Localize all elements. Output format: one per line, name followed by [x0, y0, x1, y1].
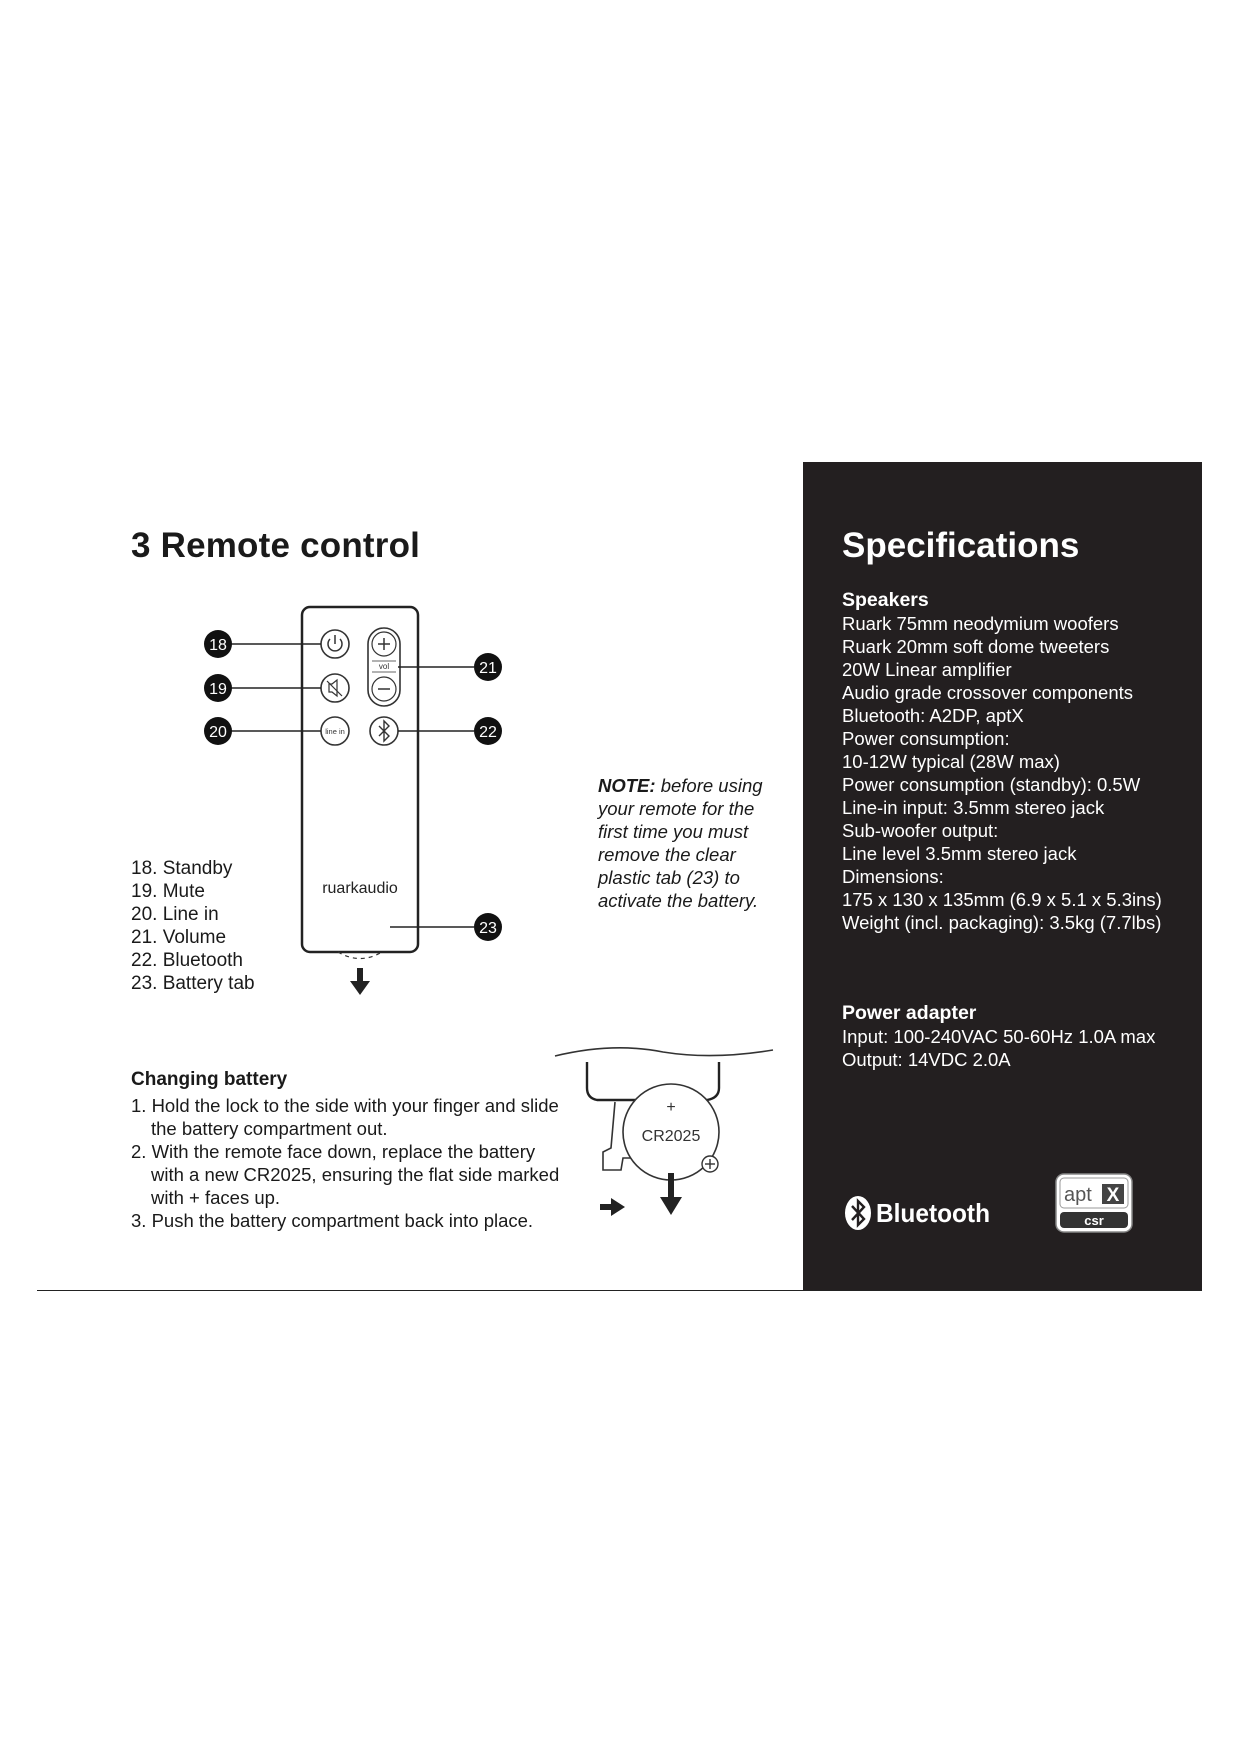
note-text: before using your remote for the first time you must remove the clear plastic tab (23) to activate the battery. — [598, 775, 763, 911]
specifications-heading: Specifications — [842, 526, 1080, 565]
callout-23: 23 — [479, 920, 497, 937]
cell-plus: + — [666, 1099, 676, 1116]
speakers-section — [842, 589, 1182, 934]
spec-line: Power consumption: — [842, 728, 1010, 749]
changing-battery-heading: Changing battery — [131, 1069, 288, 1090]
aptx-csr-logo — [1054, 1172, 1136, 1236]
spec-line: Input: 100-240VAC 50-60Hz 1.0A max — [842, 1026, 1156, 1047]
spec-line: Ruark 75mm neodymium woofers — [842, 613, 1119, 634]
spec-line: 10-12W typical (28W max) — [842, 751, 1060, 772]
aptx-x: X — [1106, 1185, 1120, 1206]
slide-right-arrow-icon — [611, 1198, 625, 1216]
battery-step: 3. Push the battery compartment back into place. — [131, 1210, 534, 1231]
spec-line: Power consumption (standby): 0.5W — [842, 774, 1141, 795]
callout-20: 20 — [209, 724, 227, 741]
spec-line: Output: 14VDC 2.0A — [842, 1049, 1011, 1070]
page-title: 3 Remote control — [131, 526, 421, 565]
note-label: NOTE: — [598, 775, 656, 796]
battery-steps — [131, 1094, 571, 1232]
legend-item: 19. Mute — [131, 881, 205, 902]
battery-step: 2. With the remote face down, replace the battery with a new CR2025, ensuring the flat side marked with + faces up. — [131, 1141, 560, 1208]
spec-line: Line level 3.5mm stereo jack — [842, 843, 1077, 864]
spec-line: Sub-woofer output: — [842, 820, 999, 841]
legend-item: 21. Volume — [131, 927, 227, 948]
page-divider — [37, 1290, 1202, 1291]
spec-line: Line-in input: 3.5mm stereo jack — [842, 797, 1105, 818]
bluetooth-logo — [842, 1193, 1002, 1233]
power-adapter-heading: Power adapter — [842, 1002, 977, 1024]
activation-note — [598, 774, 773, 912]
spec-line: Dimensions: — [842, 866, 944, 887]
callout-22: 22 — [479, 724, 497, 741]
callout-19: 19 — [209, 681, 227, 698]
callout-18: 18 — [209, 637, 227, 654]
button-legend — [131, 857, 255, 995]
legend-item: 22. Bluetooth — [131, 950, 243, 971]
legend-item: 23. Battery tab — [131, 973, 255, 994]
legend-item: 20. Line in — [131, 904, 219, 925]
speakers-heading: Speakers — [842, 589, 929, 611]
spec-line: 20W Linear amplifier — [842, 659, 1012, 680]
spec-line: Ruark 20mm soft dome tweeters — [842, 636, 1110, 657]
battery-diagram — [553, 1040, 778, 1235]
battery-step: 1. Hold the lock to the side with your finger and slide the battery compartment out. — [131, 1095, 559, 1139]
spec-line: 175 x 130 x 135mm (6.9 x 5.1 x 5.3ins) — [842, 889, 1162, 910]
bluetooth-wordmark: Bluetooth — [876, 1198, 990, 1228]
power-adapter-section — [842, 1002, 1182, 1071]
spec-line: Bluetooth: A2DP, aptX — [842, 705, 1024, 726]
mute-button-icon — [321, 674, 349, 702]
legend-item: 18. Standby — [131, 858, 233, 879]
slide-down-arrow-icon — [660, 1197, 682, 1215]
spec-line: Weight (incl. packaging): 3.5kg (7.7lbs) — [842, 912, 1162, 933]
vol-label: vol — [378, 662, 390, 671]
callout-21: 21 — [479, 660, 497, 677]
pull-arrow-icon — [350, 981, 370, 995]
line-in-label: line in — [325, 727, 345, 736]
spec-line: Audio grade crossover components — [842, 682, 1134, 703]
cell-label: CR2025 — [641, 1128, 701, 1145]
remote-brand-label: ruarkaudio — [322, 880, 398, 897]
aptx-text: apt — [1064, 1184, 1092, 1206]
csr-text: csr — [1084, 1213, 1104, 1228]
